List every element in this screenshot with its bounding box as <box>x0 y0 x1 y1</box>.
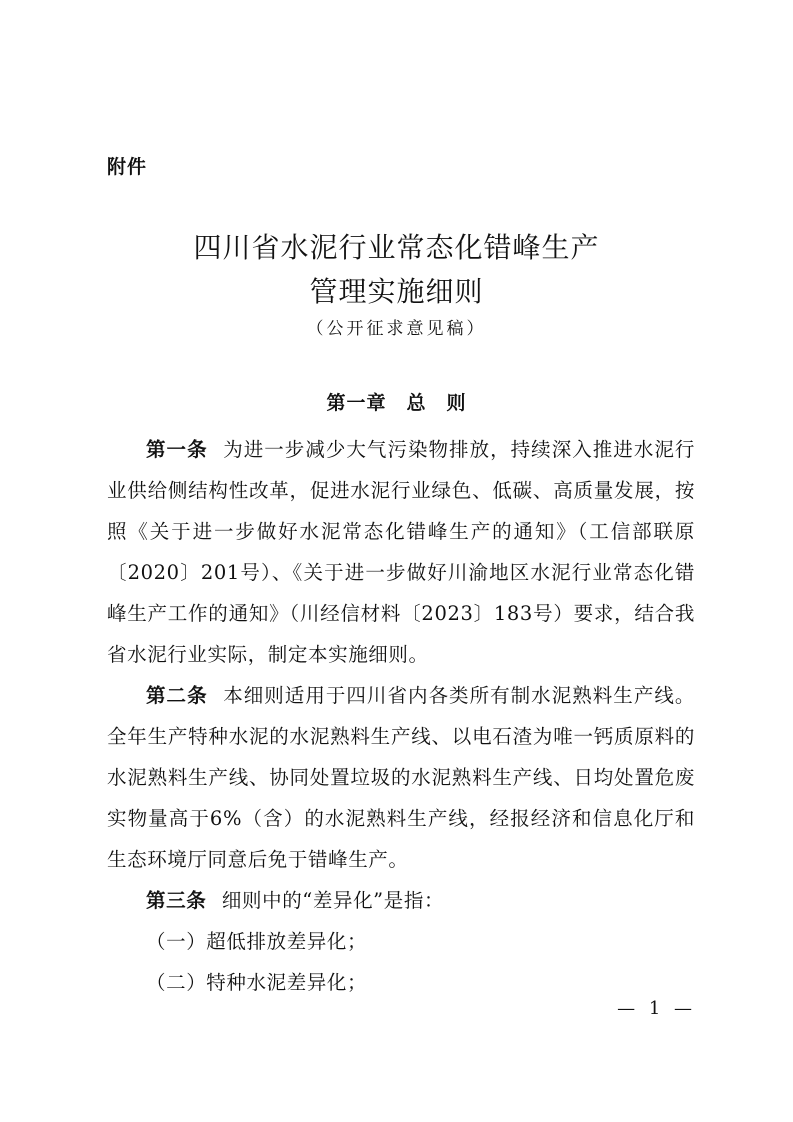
list-item: （二）特种水泥差异化； <box>146 971 368 994</box>
article-1-text: 为进一步减少大气污染物排放，持续深入推进水泥行业供给侧结构性改革，促进水泥行业绿色、低碳、高质量发展，按照《关于进一步做好水泥常态化错峰生产的通知》（工信部联原〔2020〕201号）、《关于进一步做好川渝地区水泥行业常态化错峰生产工作的通知》（川经信材料〔2023〕183号）要求，结合我省水泥行业实际，制定本实施细则。 <box>107 438 695 666</box>
article-3 <box>107 880 695 921</box>
title-line-1: 四川省水泥行业常态化错峰生产 <box>193 231 600 264</box>
article-1 <box>107 429 695 675</box>
page-number: — 1 — <box>617 998 696 1019</box>
document-subtitle: （公开征求意见稿） <box>306 319 487 339</box>
title-line-2: 管理实施细则 <box>309 275 484 308</box>
article-1-label: 第一条 <box>146 438 208 461</box>
article-3-text: 细则中的“差异化”是指： <box>221 889 445 912</box>
chapter-heading: 第一章 总 则 <box>326 392 467 414</box>
list-item: （一）超低排放差异化； <box>146 930 368 953</box>
article-2-text: 本细则适用于四川省内各类所有制水泥熟料生产线。全年生产特种水泥的水泥熟料生产线、以电石渣为唯一钙质原料的水泥熟料生产线、协同处置垃圾的水泥熟料生产线、日均处置危废实物量高于6%（含）的水泥熟料生产线，经报经济和信息化厅和生态环境厅同意后免于错峰生产。 <box>107 684 695 871</box>
article-3-label: 第三条 <box>146 889 207 912</box>
article-2-label: 第二条 <box>146 684 208 707</box>
attachment-label: 附件 <box>107 156 148 178</box>
document-body <box>107 429 695 1003</box>
document-title <box>0 226 793 344</box>
article-2 <box>107 675 695 880</box>
